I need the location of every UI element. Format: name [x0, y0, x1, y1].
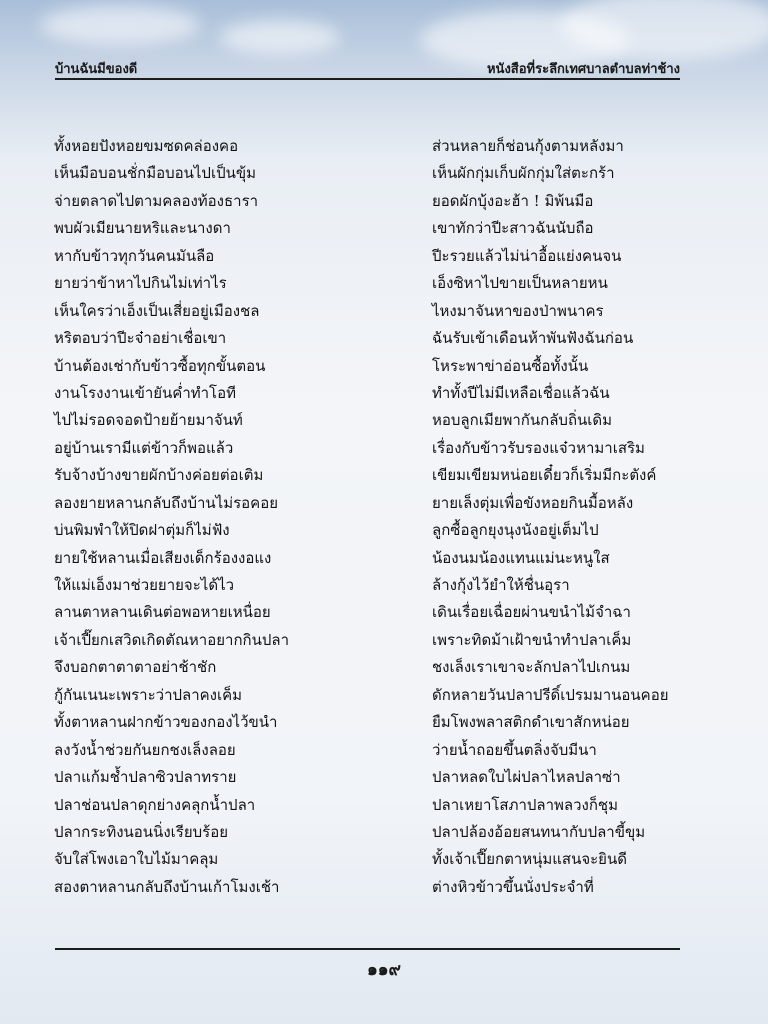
poem-line: เอ็งซิหาไปขายเป็นหลายหน — [432, 274, 608, 293]
poem-line: ทำทั้งปีไม่มีเหลือเชื่อแล้วฉัน — [432, 383, 610, 402]
poem-line: ให้แม่เอ็งมาช่วยยายจะได้ไว — [54, 576, 235, 594]
poem-line: จึงบอกตาตาตาอย่าช้าชัก — [54, 658, 217, 677]
header-left-title: บ้านฉันมีของดี — [55, 62, 138, 77]
poem-line: ปลาหลดใบไผ่ปลาไหลปลาซ่า — [432, 768, 621, 787]
poem-right-column — [432, 133, 732, 901]
poem-line: ปลาเหยาโสภาปลาพลวงก็ชุม — [432, 795, 618, 814]
sky-cloud — [40, 5, 200, 45]
poem-line: งานโรงงานเข้ายันค่ำทำโอที — [54, 383, 237, 402]
poem-line: ทั้งเจ้าเปี๊ยกตาหนุ่มแสนจะยินดี — [432, 850, 627, 869]
poem-line: ยายว่าข้าหาไปกินไม่เท่าไร — [54, 274, 227, 293]
footer-divider — [55, 948, 680, 950]
page-number: ๑๑๙ — [366, 960, 402, 980]
poem-line: เห็นมือบอนชั่กมือบอนไปเป็นขุ้ม — [54, 164, 257, 183]
sky-cloud — [220, 20, 340, 55]
poem-line: ล้างกุ้งไว้ยำให้ชื่นอุรา — [432, 576, 570, 594]
poem-line: ทั้งหอยปังหอยขมซดคล่องคอ — [54, 137, 239, 155]
poem-line: เรื่องกับข้าวรับรองแจ๋วหามาเสริม — [432, 438, 645, 457]
poem-line: ปลาแก้มช้ำปลาซิวปลาทราย — [54, 768, 237, 787]
poem-line: ลูกซื้อลูกยุงนุงนังอยู่เต็มไป — [432, 521, 599, 540]
poem-line: ฉันรับเข้าเดือนห้าพันฟังฉันก่อน — [432, 329, 634, 348]
poem-line: ไหงมาจันหาของป่าพนาคร — [432, 301, 604, 320]
poem-line: รับจ้างบ้างขายผักบ้างค่อยต่อเติม — [54, 466, 264, 485]
header-divider — [55, 78, 680, 80]
poem-line: เพราะทิดม้าเฝ้าขนำทำปลาเค็ม — [432, 630, 632, 649]
poem-line: ยายเล็งตุ่มเพื่อขังหอยกินมื้อหลัง — [432, 493, 634, 512]
poem-line: กู้กันเนนะเพราะว่าปลาคงเค็ม — [54, 685, 243, 704]
poem-line: เดินเรื่อยเฉื่อยผ่านขนำไม้จำฉา — [432, 603, 631, 622]
poem-line: ลานตาหลานเดินต่อพอหายเหนื่อย — [54, 603, 271, 622]
poem-line: ทั้งตาหลานฝากข้าวของกองไว้ขนำ — [54, 713, 278, 732]
poem-line: ชงเล็งเราเขาจะลักปลาไปเกนม — [432, 658, 631, 677]
poem-line: ปลาปล้องอ้อยสนทนากับปลาขี้ขุม — [432, 822, 646, 841]
poem-line: ยอดผักบุ้งอะฮ้า ! มิพ้นมือ — [432, 191, 594, 210]
poem-line: ปลากระทิงนอนนิ่งเรียบร้อย — [54, 822, 228, 841]
poem-line: ต่างหิวข้าวขึ้นนั่งประจำที่ — [432, 877, 594, 896]
poem-line: ลองยายหลานกลับถึงบ้านไม่รอคอย — [54, 493, 279, 512]
poem-line: เขียมเขียมหน่อยเดี๋ยวก็เริ่มมีกะตังค์ — [432, 466, 657, 485]
poem-line: หอบลูกเมียพากันกลับถิ่นเดิม — [432, 411, 613, 430]
poem-line: ปีะรวยแล้วไม่น่าอื้อแย่งคนจน — [432, 246, 622, 265]
poem-line: น้องนมน้องแทนแม่นะหนูใส — [432, 548, 610, 567]
poem-line: บ่นพิมพำให้ปิดฝาตุ่มก็ไม่ฟัง — [54, 521, 230, 540]
page-header — [55, 58, 680, 80]
poem-line: ดักหลายวันปลาปรีดิ์เปรมมานอนคอย — [432, 685, 669, 704]
poem-line: บ้านต้องเช่ากับข้าวซื้อทุกขั้นตอน — [54, 356, 266, 375]
poem-line: เห็นผักกุ่มเก็บผักกุ่มใส่ตะกร้า — [432, 164, 615, 183]
poem-line: สองตาหลานกลับถึงบ้านเก้าโมงเช้า — [54, 877, 280, 896]
poem-line: ลงวังน้ำช่วยกันยกชงเล็งลอย — [54, 740, 236, 759]
poem-line: หริตอบว่าปีะจ๋าอย่าเชื่อเขา — [54, 329, 227, 348]
poem-line: ไปไม่รอดจอดป้ายย้ายมาจันท์ — [54, 411, 243, 430]
poem-line: ยืมโพงพลาสติกดำเขาสักหน่อย — [432, 713, 630, 732]
poem-line: หากับข้าวทุกวันคนมันลือ — [54, 246, 215, 265]
poem-line: โหระพาข่าอ่อนซื้อทั้งนั้น — [432, 356, 589, 375]
poem-line: ส่วนหลายก็ช่อนกุ้งตามหลังมา — [432, 137, 624, 155]
poem-line: จ่ายตลาดไปตามคลองท้องธารา — [54, 191, 259, 210]
poem-line: ว่ายน้ำถอยขึ้นตลิ่งจับมีนา — [432, 740, 597, 759]
poem-line: ยายใช้หลานเมื่อเสียงเด็กร้องงอแง — [54, 548, 272, 567]
poem-left-column — [54, 133, 384, 901]
poem-line: พบผัวเมียนายหริและนางดา — [54, 219, 231, 238]
poem-line: จับใส่โพงเอาใบไม้มาคลุม — [54, 850, 219, 869]
poem-line: อยู่บ้านเรามีแต่ข้าวก็พอแล้ว — [54, 438, 234, 457]
poem-line: ปลาช่อนปลาดุกย่างคลุกน้ำปลา — [54, 795, 256, 814]
poem-line: เขาทักว่าปีะสาวฉันนับถือ — [432, 219, 594, 238]
poem-line: เห็นใครว่าเอ็งเป็นเสี่ยอยู่เมืองชล — [54, 301, 260, 320]
header-right-title: หนังสือที่ระลึกเทศบาลตำบลท่าช้าง — [486, 62, 680, 77]
poem-line: เจ้าเปี๊ยกเสวิดเกิดตัณหาอยากกินปลา — [54, 630, 289, 649]
